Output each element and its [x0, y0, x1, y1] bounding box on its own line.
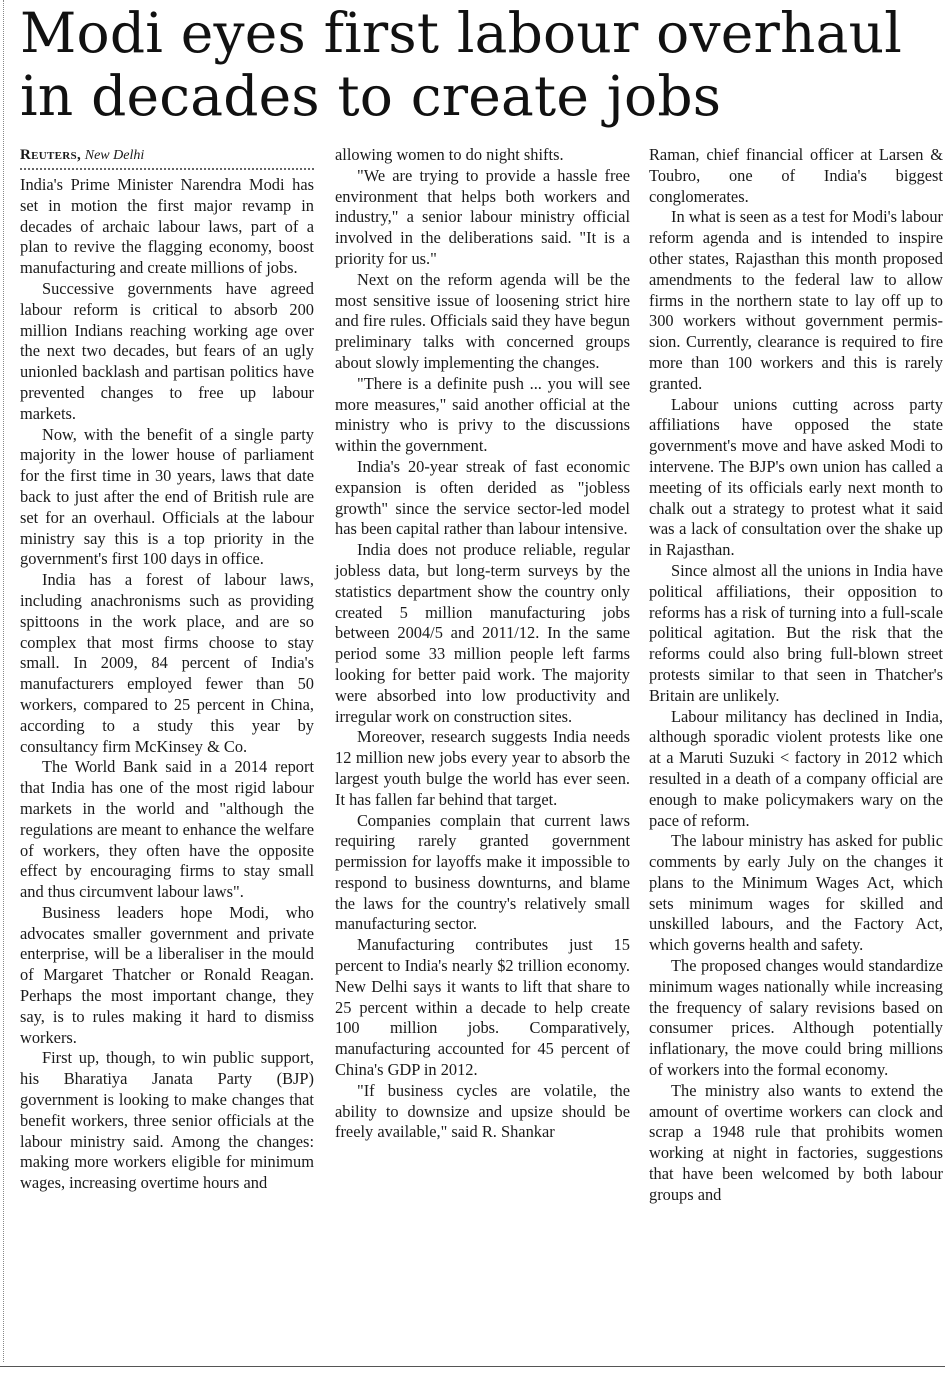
paragraph: The World Bank said in a 2014 report that India has one of the most rigid labour markets in the world and "although the regulations are meant to enhance the welfare of workers, they often have the opposite effect by encouraging firms to stay small and thus circumvent labour laws".	[20, 757, 314, 902]
paragraph: Manufacturing contributes just 15 percent to India's nearly $2 trillion economy. New Delhi says it wants to lift that share to 25 percent within a decade to help create 100 million jobs. Comparatively, manufacturing accounted for 45 percent of China's GDP in 2012.	[335, 935, 630, 1080]
paragraph: "There is a definite push ... you will see more measures," said another official at the ministry who is privy to the discussions within the government.	[335, 373, 630, 456]
article-column-3	[649, 145, 943, 1206]
paragraph: Labour unions cutting across party affiliations have opposed the state government's move and have asked Modi to intervene. The BJP's own union has called a meeting of its officials early next month to chalk out a strategy to protest what it said was a lack of consultation over the shake up in Rajasthan.	[649, 394, 943, 560]
paragraph: In what is seen as a test for Modi's labour reform agenda and is intended to inspire other states, Rajasthan this month proposed amendments to the federal law to allow firms in the northern state to lay off up to 300 workers without government permission. Currently, clearance is required to fire more than 100 workers and this is rarely granted.	[649, 207, 943, 393]
paragraph: Labour militancy has declined in India, although sporadic violent protests like one at a Maruti Suzuki < factory in 2012 which resulted in a death of a company official are enough to make policymakers wary on the pace of reform.	[649, 706, 943, 830]
article-column-1	[20, 145, 314, 1194]
byline	[20, 145, 314, 166]
byline-agency: Reuters,	[20, 147, 81, 163]
paragraph: "We are trying to provide a hassle free environment that helps both workers and industry," a senior labour ministry official involved in the deliberations said. "It is a priority for us."	[335, 165, 630, 268]
paragraph: The ministry also wants to extend the amount of overtime workers can clock and scrap a 1948 rule that prohibits women working at night in factories, suggestions that have been welcomed by both labour groups and	[649, 1080, 943, 1204]
paragraph: The labour ministry has asked for public comments by early July on the changes it plans to the Minimum Wages Act, which sets minimum wages for skilled and unskilled labours, and the Factory Act, which governs health and safety.	[649, 831, 943, 955]
paragraph: Successive governments have agreed labour reform is critical to absorb 200 million Indians reaching working age over the next two decades, but fears of an ugly unionled backlash and partisan politics have prevented changes to free up labour markets.	[20, 278, 314, 423]
paragraph: Raman, chief financial officer at Larsen & Toubro, one of India's biggest conglomerates.	[649, 145, 943, 206]
paragraph: Since almost all the unions in India have political affiliations, their opposition to reforms has a risk of turning into a full-scale political agitation. But the risk that the reforms could also bring full-blown street protests similar to that seen in Thatcher's Britain are unlikely.	[649, 560, 943, 705]
article-column-2	[335, 145, 630, 1143]
paragraph: allowing women to do night shifts.	[335, 145, 564, 164]
paragraph: Moreover, research suggests India needs 12 million new jobs every year to absorb the largest youth bulge the world has ever seen. It has fallen far behind that target.	[335, 727, 630, 809]
paragraph: Next on the reform agenda will be the most sensitive issue of loosening strict hire and fire rules. Officials said they have begun preliminary talks with concerned groups about slowly implementing the changes.	[335, 269, 630, 372]
paragraph: Business leaders hope Modi, who advocates smaller government and private enterprise, will be a liberaliser in the mould of Margaret Thatcher or Ronald Reagan. Perhaps the most important change, they say, is to rules making it hard to dismiss workers.	[20, 902, 314, 1047]
paragraph: India's 20-year streak of fast economic expansion is often derided as "jobless growth" since the service sector-led model has been capital rather than labour intensive.	[335, 456, 630, 539]
paragraph: The proposed changes would standardize minimum wages nationally while increasing the frequency of salary revisions based on consumer prices. Although potentially inflationary, the move could bring millions of workers into the formal economy.	[649, 956, 943, 1080]
paragraph: Now, with the benefit of a single party majority in the lower house of parliament for the first time in 30 years, laws that date back to just after the end of British rule are set for an overhaul. Officials at the labour ministry say this is a top priority in the government's first 100 days in office.	[20, 424, 314, 569]
paragraph: First up, though, to win public support, his Bharatiya Janata Party (BJP) government is looking to make changes that benefit workers, three senior officials at the labour ministry said. Among the changes: making more workers eligible for minimum wages, increasing overtime hours and	[20, 1048, 314, 1193]
paragraph: India's Prime Minister Narendra Modi has set in motion the first major revamp in decades of archaic labour laws, part of a plan to revive the flagging economy, boost manufacturing and create millions of jobs.	[20, 175, 314, 278]
left-dotted-rule	[3, 0, 4, 1362]
paragraph: "If business cycles are volatile, the ability to downsize and upsize should be freely available," said R. Shankar	[335, 1080, 630, 1142]
paragraph: Companies complain that current laws requiring rarely granted government permission for layoffs make it impossible to respond to business downturns, and blame the laws for the country's relatively small manufacturing sector.	[335, 810, 630, 934]
byline-location: New Delhi	[84, 148, 145, 163]
paragraph: India does not produce reliable, regular jobless data, but long-term surveys by the statistics department show the country only created 5 million manufacturing jobs between 2004/5 and 2011/12. In the same period some 33 million people left farms looking for better paid work. The majority were absorbed into low productivity and irregular work on construction sites.	[335, 540, 630, 726]
byline-dotted-rule	[20, 168, 314, 170]
paragraph: India has a forest of labour laws, including anachronisms such as providing spittoons in the work place, and are so complex that most firms choose to stay small. In 2009, 84 percent of India's manufacturers employed fewer than 50 workers, compared to 25 percent in China, according to a study this year by consultancy firm McKinsey & Co.	[20, 570, 314, 756]
headline: Modi eyes first labour overhaul in decades to create jobs	[20, 1, 902, 128]
bottom-rule	[0, 1366, 945, 1367]
